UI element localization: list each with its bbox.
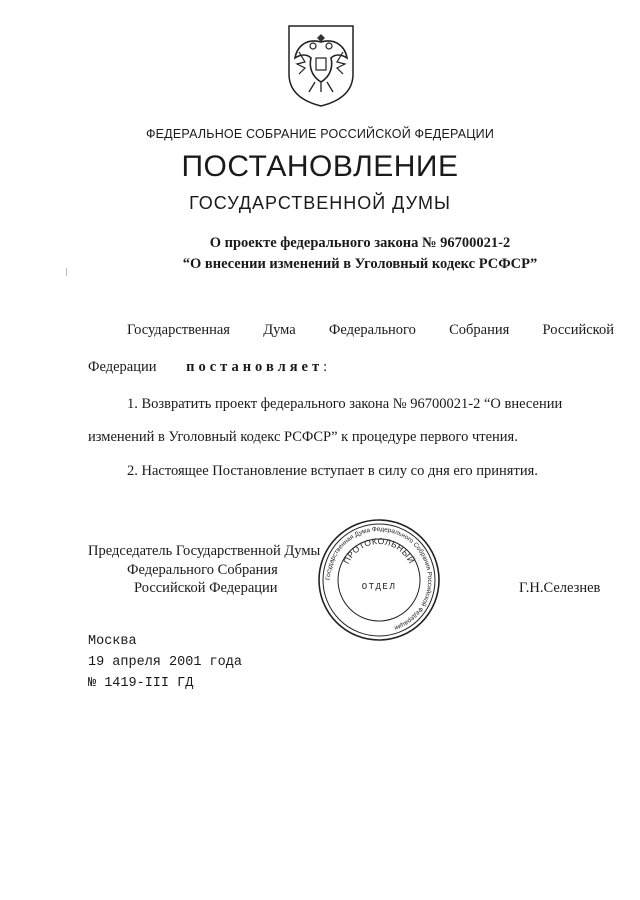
signature-position-line-3: Российской Федерации [134,580,278,596]
signatory-name: Г.Н.Селезнев [519,580,601,596]
footer-city: Москва [88,634,137,649]
stamp-center-word: ОТДЕЛ [361,582,397,592]
preamble-word: Дума [263,322,296,338]
item-2-line-1: 2. Настоящее Постановление вступает в силу со дня его принятия. [127,463,538,479]
preamble-line-2 [88,359,327,376]
footer-date: 19 апреля 2001 года [88,655,242,670]
subject-line-1: О проекте федерального закона № 96700021-2 [209,235,511,251]
preamble-word: Собрания [449,322,510,338]
signature-position-line-1: Председатель Государственной Думы [88,543,321,559]
document-title: ПОСТАНОВЛЕНИЕ [181,150,459,183]
item-1-line-2: изменений в Уголовный кодекс РСФСР” к процедуре первого чтения. [88,429,518,445]
item-1-line-1: 1. Возвратить проект федерального закона № 96700021-2 “О внесении [127,396,563,412]
preamble-federation: Федерации [88,359,157,375]
header-organization: ФЕДЕРАЛЬНОЕ СОБРАНИЕ РОССИЙСКОЙ ФЕДЕРАЦИИ [145,127,495,141]
decree-word: постановляет [186,359,324,375]
margin-mark [66,268,67,276]
preamble-word: Федерального [328,322,416,338]
preamble-line-1 [127,322,614,339]
signature-position-line-2: Федерального Собрания [127,562,278,578]
preamble-word: Российской [542,322,614,338]
preamble-word: Государственная [127,322,230,338]
stamp-top-word: ПРОТОКОЛЬНЫЙ [341,535,417,566]
document-subtitle: ГОСУДАРСТВЕННОЙ ДУМЫ [189,193,451,213]
official-round-stamp [316,517,442,643]
subject-line-2: “О внесении изменений в Уголовный кодекс РСФСР” [182,256,538,272]
coat-of-arms-emblem [285,22,357,108]
decree-colon: : [323,359,328,375]
stamp-ring-text: Государственная Дума Федерального Собрания Российской Федерации [324,525,434,632]
footer-number: № 1419-III ГД [88,676,194,691]
